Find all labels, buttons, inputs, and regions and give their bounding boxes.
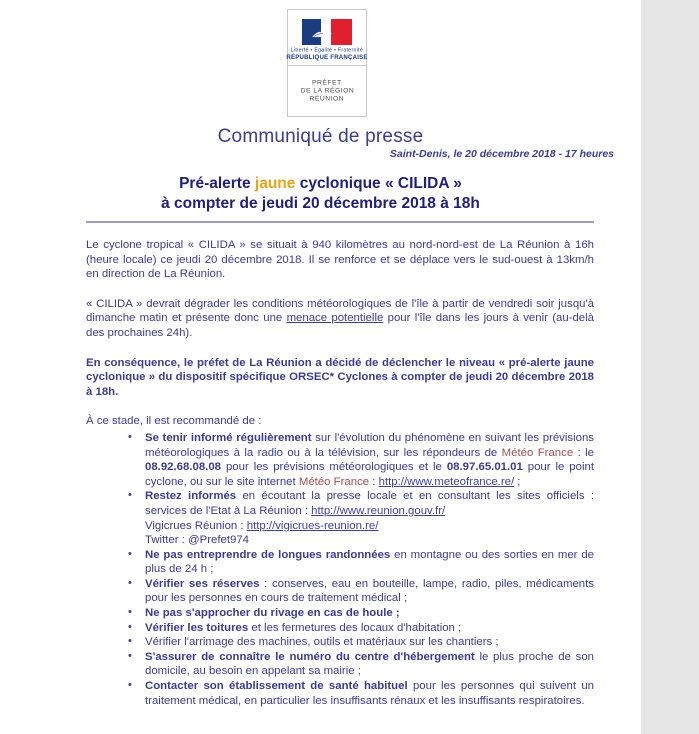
marianne-profile-icon <box>310 28 336 40</box>
paragraph-cyclone-position: Le cyclone tropical « CILIDA » se situait à 940 kilomètres au nord-nord-est de La Réunion à 16h (heure locale) ce jeudi 20 décembre 2018. Il se renforce et se déplace vers le sud-ouest à 13km/h en direction de La Réunion. <box>86 239 594 281</box>
bullet-text: et les fermetures des locaux d'habitation ; <box>248 621 462 634</box>
french-flag-marianne-icon <box>302 19 352 45</box>
bullet-lead: Vérifier ses réserves <box>145 577 260 590</box>
republic-emblem <box>288 10 366 66</box>
headline-suffix: cyclonique « CILIDA » <box>295 175 462 192</box>
meteo-phone-cyclone: 08.97.65.01.01 <box>446 461 523 474</box>
page-title: Communiqué de presse <box>217 126 424 147</box>
bullet-lead: Vérifier les toitures <box>145 621 249 634</box>
bullet-text-c: pour les prévisions météorologiques et le <box>221 461 447 474</box>
list-item-no-hiking <box>86 548 594 577</box>
bullet-text: en montagne ou des sorties en mer de plus de 24 h ; <box>145 548 594 576</box>
headline-line-2: à compter de jeudi 20 décembre 2018 à 18h <box>161 195 480 212</box>
headline <box>0 174 641 214</box>
list-item-contact-health <box>86 679 594 708</box>
p2-text-after: pour l'île dans les jours à venir (au-delà des prochaines 24h). <box>86 312 595 339</box>
potential-threat-emphasis: menace potentielle <box>286 312 384 325</box>
twitter-handle: Twitter : @Prefet974 <box>145 534 249 547</box>
list-item-shelter-number <box>86 650 594 679</box>
list-item-stay-informed <box>86 431 594 489</box>
list-item-secure-equipment <box>86 635 594 650</box>
bullet-text-e: : <box>369 475 379 488</box>
bullet-text-f: ; <box>514 475 521 488</box>
headline-prefix: Pré-alerte <box>179 175 255 192</box>
alert-level-word: jaune <box>254 175 296 192</box>
link-reunion-gouv[interactable]: http://www.reunion.gouv.fr/ <box>311 504 446 517</box>
dateline: Saint-Denis, le 20 décembre 2018 - 17 heures <box>389 148 614 160</box>
page-gutter <box>641 0 699 734</box>
list-item-check-roofs <box>86 621 594 636</box>
prefecture-line-2: DE LA RÉGION <box>300 87 354 95</box>
p2-text-before: « CILIDA » devrait dégrader les conditions météorologiques de l'île à partir de vendredi soir jusqu'à dimanche matin et présente donc une <box>86 297 594 325</box>
document-body <box>86 238 594 708</box>
paragraph-forecast-threat <box>86 297 594 341</box>
header-divider <box>86 221 594 223</box>
meteo-france-name-2: Météo France <box>298 475 370 488</box>
bullet-text-a: en écoutant la presse locale et en consultant les sites officiels : services de l'Etat à La Réunion : <box>145 490 594 517</box>
meteo-phone-forecast: 08.92.68.08.08 <box>145 461 222 474</box>
paragraph-orsec-decision: En conséquence, le préfet de La Réunion a décidé de déclencher le niveau « pré-alerte jaune cyclonique » du dispositif spécifique ORSEC* Cyclones à compter de jeudi 20 décembre 2018 à 18h. <box>86 356 594 398</box>
recommendations-list <box>86 431 594 708</box>
bullet-text: le plus proche de son domicile, au besoin en appelant sa mairie ; <box>145 650 594 678</box>
bullet-text: : conserves, eau en bouteille, lampe, radio, piles, médicaments pour les personnes en cours de traitement médical ; <box>145 577 594 605</box>
bullet-lead: Ne pas s'approcher du rivage en cas de houle ; <box>145 607 400 620</box>
bullet-text-d: pour le point cyclone, ou sur le site internet <box>145 461 595 488</box>
prefecture-line-1: PRÉFET <box>312 79 342 87</box>
meteo-france-name: Météo France <box>501 446 574 459</box>
list-item-check-supplies <box>86 577 594 606</box>
republic-name: RÉPUBLIQUE FRANÇAISE <box>286 53 368 61</box>
republic-motto: Liberté • Égalité • Fraternité <box>290 47 364 53</box>
prefecture-title <box>288 66 366 116</box>
list-item-avoid-shore <box>86 606 594 621</box>
link-vigicrues[interactable]: http://vigicrues-reunion.re/ <box>246 519 379 532</box>
bullet-lead: Se tenir informé régulièrement <box>145 431 312 444</box>
bullet-text-b: : le <box>573 446 594 459</box>
bullet-lead: Contacter son établissement de santé habituel <box>145 680 408 693</box>
bullet-lead: S'assurer de connaître le numéro du centre d'hébergement <box>145 650 475 663</box>
bullet-text-a: sur l'évolution du phénomène en suivant les prévisions météorologiques à la radio ou à la télévision, sur les répondeurs de <box>145 431 594 459</box>
list-item-official-sites <box>86 489 594 547</box>
prefecture-line-3: RÉUNION <box>309 95 345 103</box>
bullet-text: Vérifier l'arrimage des machines, outils et matériaux sur les chantiers ; <box>145 636 499 649</box>
bullet-lead: Restez informés <box>145 490 237 503</box>
link-meteofrance[interactable]: http://www.meteofrance.re/ <box>378 475 515 488</box>
recommendations-intro: À ce stade, il est recommandé de : <box>86 415 262 428</box>
bullet-text-b: Vigicrues Réunion : <box>145 519 247 532</box>
letterhead-logo-block <box>287 9 367 117</box>
headline-line-1 <box>179 175 462 192</box>
bullet-text: pour les personnes qui suivent un traitement médical, en particulier les insuffisants rénaux et les insuffisants respiratoires. <box>145 680 594 707</box>
bullet-lead: Ne pas entreprendre de longues randonnées <box>145 548 391 561</box>
